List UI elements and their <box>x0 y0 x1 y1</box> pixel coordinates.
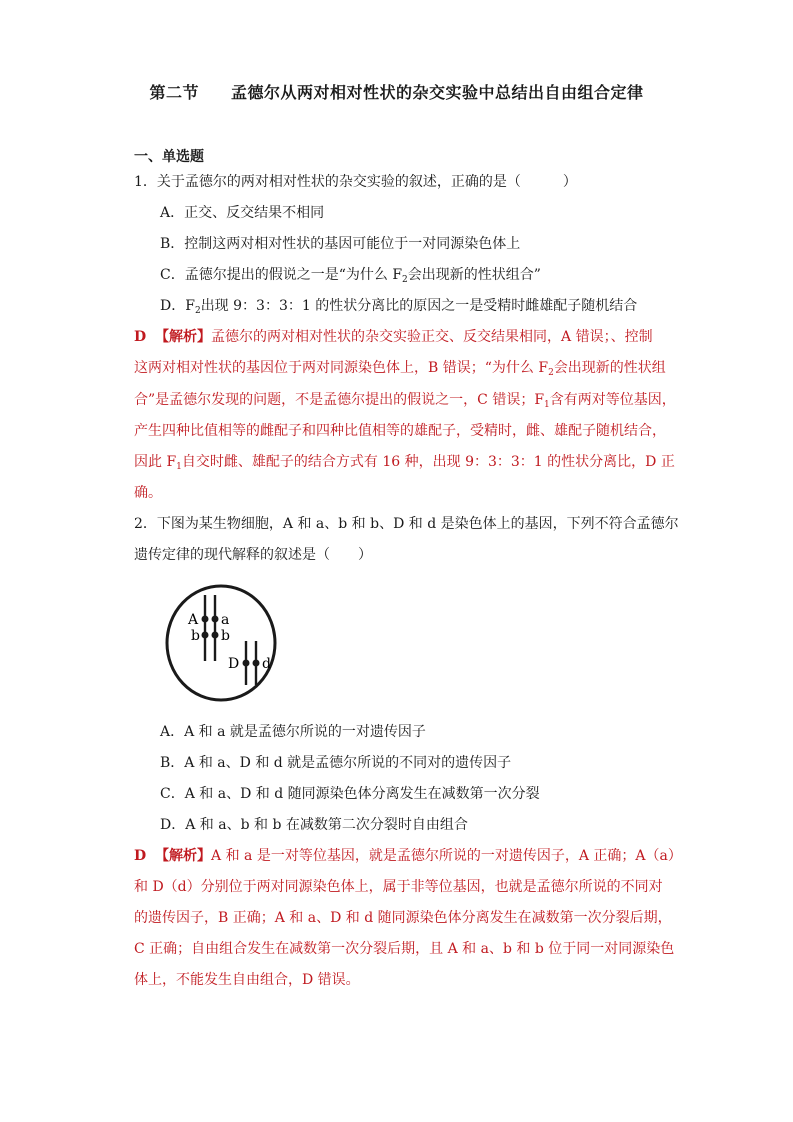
q2-answer-line-1: D 【解析】A 和 a 是一对等位基因，就是孟德尔所说的一对遗传因子，A 正确；A（a） <box>134 848 682 864</box>
label-b-right: b <box>221 628 230 644</box>
q2-answer-line-3: 的遗传因子，B 正确；A 和 a、D 和 d 随同源染色体分离发生在减数第一次分裂后期， <box>134 910 672 926</box>
label-b-left: b <box>191 628 200 644</box>
gene-locus-a <box>212 616 219 623</box>
q2-option-c: C．A 和 a、D 和 d 随同源染色体分离发生在减数第一次分裂 <box>160 786 540 802</box>
q1-answer-line-2: 这两对相对性状的基因位于两对同源染色体上，B 错误；“为什么 $F_2$会出现新的性状组 <box>134 360 666 378</box>
label-a: a <box>221 612 230 628</box>
q2-answer-line-4: C 正确；自由组合发生在减数第一次分裂后期，且 A 和 a、b 和 b 位于同一对同源染色 <box>134 941 675 957</box>
label-D: D <box>228 656 240 672</box>
q2-answer-line-5: 体上，不能发生自由组合，D 错误。 <box>134 972 360 988</box>
q1-answer-letter: D <box>134 329 147 345</box>
label-d: d <box>262 656 271 672</box>
section-title: 孟德尔从两对相对性状的杂交实验中总结出自由组合定律 <box>231 83 644 102</box>
q1-answer-line-4: 产生四种比值相等的雌配子和四种比值相等的雄配子，受精时，雌、雄配子随机结合， <box>134 423 666 439</box>
q2-option-b: B．A 和 a、D 和 d 就是孟德尔所说的不同对的遗传因子 <box>160 755 512 771</box>
q2-answer-letter: D <box>134 848 147 864</box>
q2-analysis-tag: 【解析】 <box>155 848 212 864</box>
label-A: A <box>188 612 199 628</box>
q1-option-b: B．控制这两对相对性状的基因可能位于一对同源染色体上 <box>160 236 521 252</box>
q2-option-d: D．A 和 a、b 和 b 在减数第二次分裂时自由组合 <box>160 817 468 833</box>
q1-answer-line-3: 合”是孟德尔发现的问题，不是孟德尔提出的假说之一，C 错误；$F_1$含有两对等位基因， <box>134 392 676 410</box>
q2-answer-line-2: 和 D（d）分别位于两对同源染色体上，属于非等位基因，也就是孟德尔所说的不同对 <box>134 879 663 895</box>
page-title <box>0 80 793 103</box>
q2-option-a: A．A 和 a 就是孟德尔所说的一对遗传因子 <box>160 724 426 740</box>
q1-option-c: C．孟德尔提出的假说之一是“为什么 $F_2$会出现新的性状组合” <box>160 267 541 285</box>
gene-locus-A <box>202 616 209 623</box>
gene-locus-b-left <box>202 632 209 639</box>
gene-locus-b-right <box>212 632 219 639</box>
section-number: 第二节 <box>149 83 199 102</box>
q1-answer-line-5: 因此 $F_1$自交时雌、雄配子的结合方式有 16 种，出现 9：3：3：1 的性状分离比，D 正 <box>134 454 675 472</box>
q1-stem: 1．关于孟德尔的两对相对性状的杂交实验的叙述，正确的是（ ） <box>134 174 577 190</box>
section-heading: 一、单选题 <box>134 149 204 165</box>
cell-chromosome-figure <box>165 583 277 703</box>
q1-answer-line-6: 确。 <box>134 485 162 501</box>
gene-locus-D <box>243 660 250 667</box>
q1-answer-line-1: D 【解析】孟德尔的两对相对性状的杂交实验正交、反交结果相同，A 错误；、控制 <box>134 329 653 345</box>
q1-analysis-tag: 【解析】 <box>155 329 212 345</box>
q2-stem-line-1: 2．下图为某生物细胞，A 和 a、b 和 b、D 和 d 是染色体上的基因，下列不符合孟德尔 <box>134 516 679 532</box>
gene-locus-d <box>253 660 260 667</box>
q1-option-a: A．正交、反交结果不相同 <box>160 205 325 221</box>
q1-option-d: D．$F_2$出现 9：3：3：1 的性状分离比的原因之一是受精时雌雄配子随机结合 <box>160 298 638 316</box>
q2-stem-line-2: 遗传定律的现代解释的叙述是（ ） <box>134 547 372 563</box>
